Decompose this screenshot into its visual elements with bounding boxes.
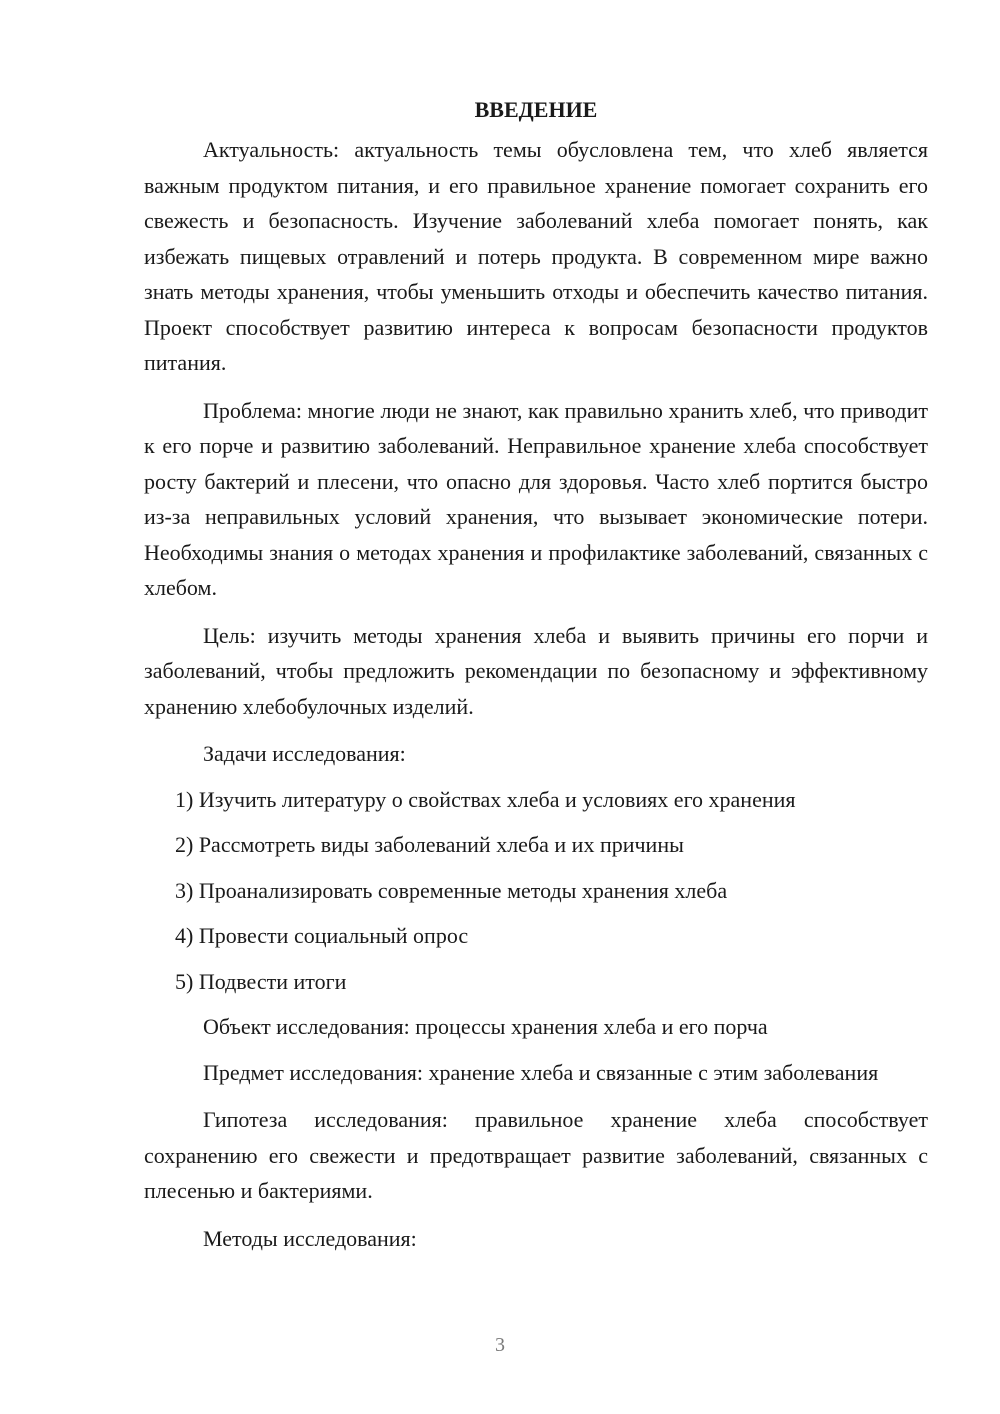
subject-paragraph: Предмет исследования: хранение хлеба и связанные с этим заболевания — [203, 1059, 879, 1085]
task-item: 5) Подвести итоги — [175, 968, 347, 994]
task-item: 3) Проанализировать современные методы хранения хлеба — [175, 877, 728, 903]
task-item: 2) Рассмотреть виды заболеваний хлеба и их причины — [175, 832, 684, 857]
relevance-paragraph: Актуальность: актуальность темы обусловлена тем, что хлеб является важным продуктом питания, и его правильное хранение помогает сохранить его свежесть и безопасность. Изучение заболеваний хлеба помогает понять, как избежать пищевых отравлений и потерь продукта. В современном мире важно знать методы хранения, чтобы уменьшить отходы и обеспечить качество питания. Проект способствует развитию интереса к вопросам безопасности продуктов питания. — [144, 137, 928, 375]
section-title: ВВЕДЕНИЕ — [474, 97, 598, 122]
tasks-list — [144, 782, 928, 1000]
task-item: 4) Провести социальный опрос — [175, 923, 469, 948]
task-item: 1) Изучить литературу о свойствах хлеба и условиях его хранения — [175, 786, 796, 812]
goal-paragraph: Цель: изучить методы хранения хлеба и выявить причины его порчи и заболеваний, чтобы предложить рекомендации по безопасному и эффективному хранению хлебобулочных изделий. — [144, 622, 928, 719]
methods-heading: Методы исследования: — [203, 1225, 417, 1251]
object-paragraph: Объект исследования: процессы хранения хлеба и его порча — [203, 1014, 768, 1039]
hypothesis-paragraph: Гипотеза исследования: правильное хранение хлеба способствует сохранению его свежести и предотвращает развитие заболеваний, связанных с плесенью и бактериями. — [144, 1107, 928, 1203]
tasks-heading: Задачи исследования: — [203, 741, 406, 766]
page-number: 3 — [495, 1334, 505, 1356]
problem-paragraph: Проблема: многие люди не знают, как правильно хранить хлеб, что приводит к его порче и развитию заболеваний. Неправильное хранение хлеба способствует росту бактерий и плесени, что опасно для здоровья. Часто хлеб портится быстро из-за неправильных условий хранения, что вызывает экономические потери. Необходимы знания о методах хранения и профилактике заболеваний, связанных с хлебом. — [144, 397, 928, 600]
document-page — [144, 92, 928, 1266]
